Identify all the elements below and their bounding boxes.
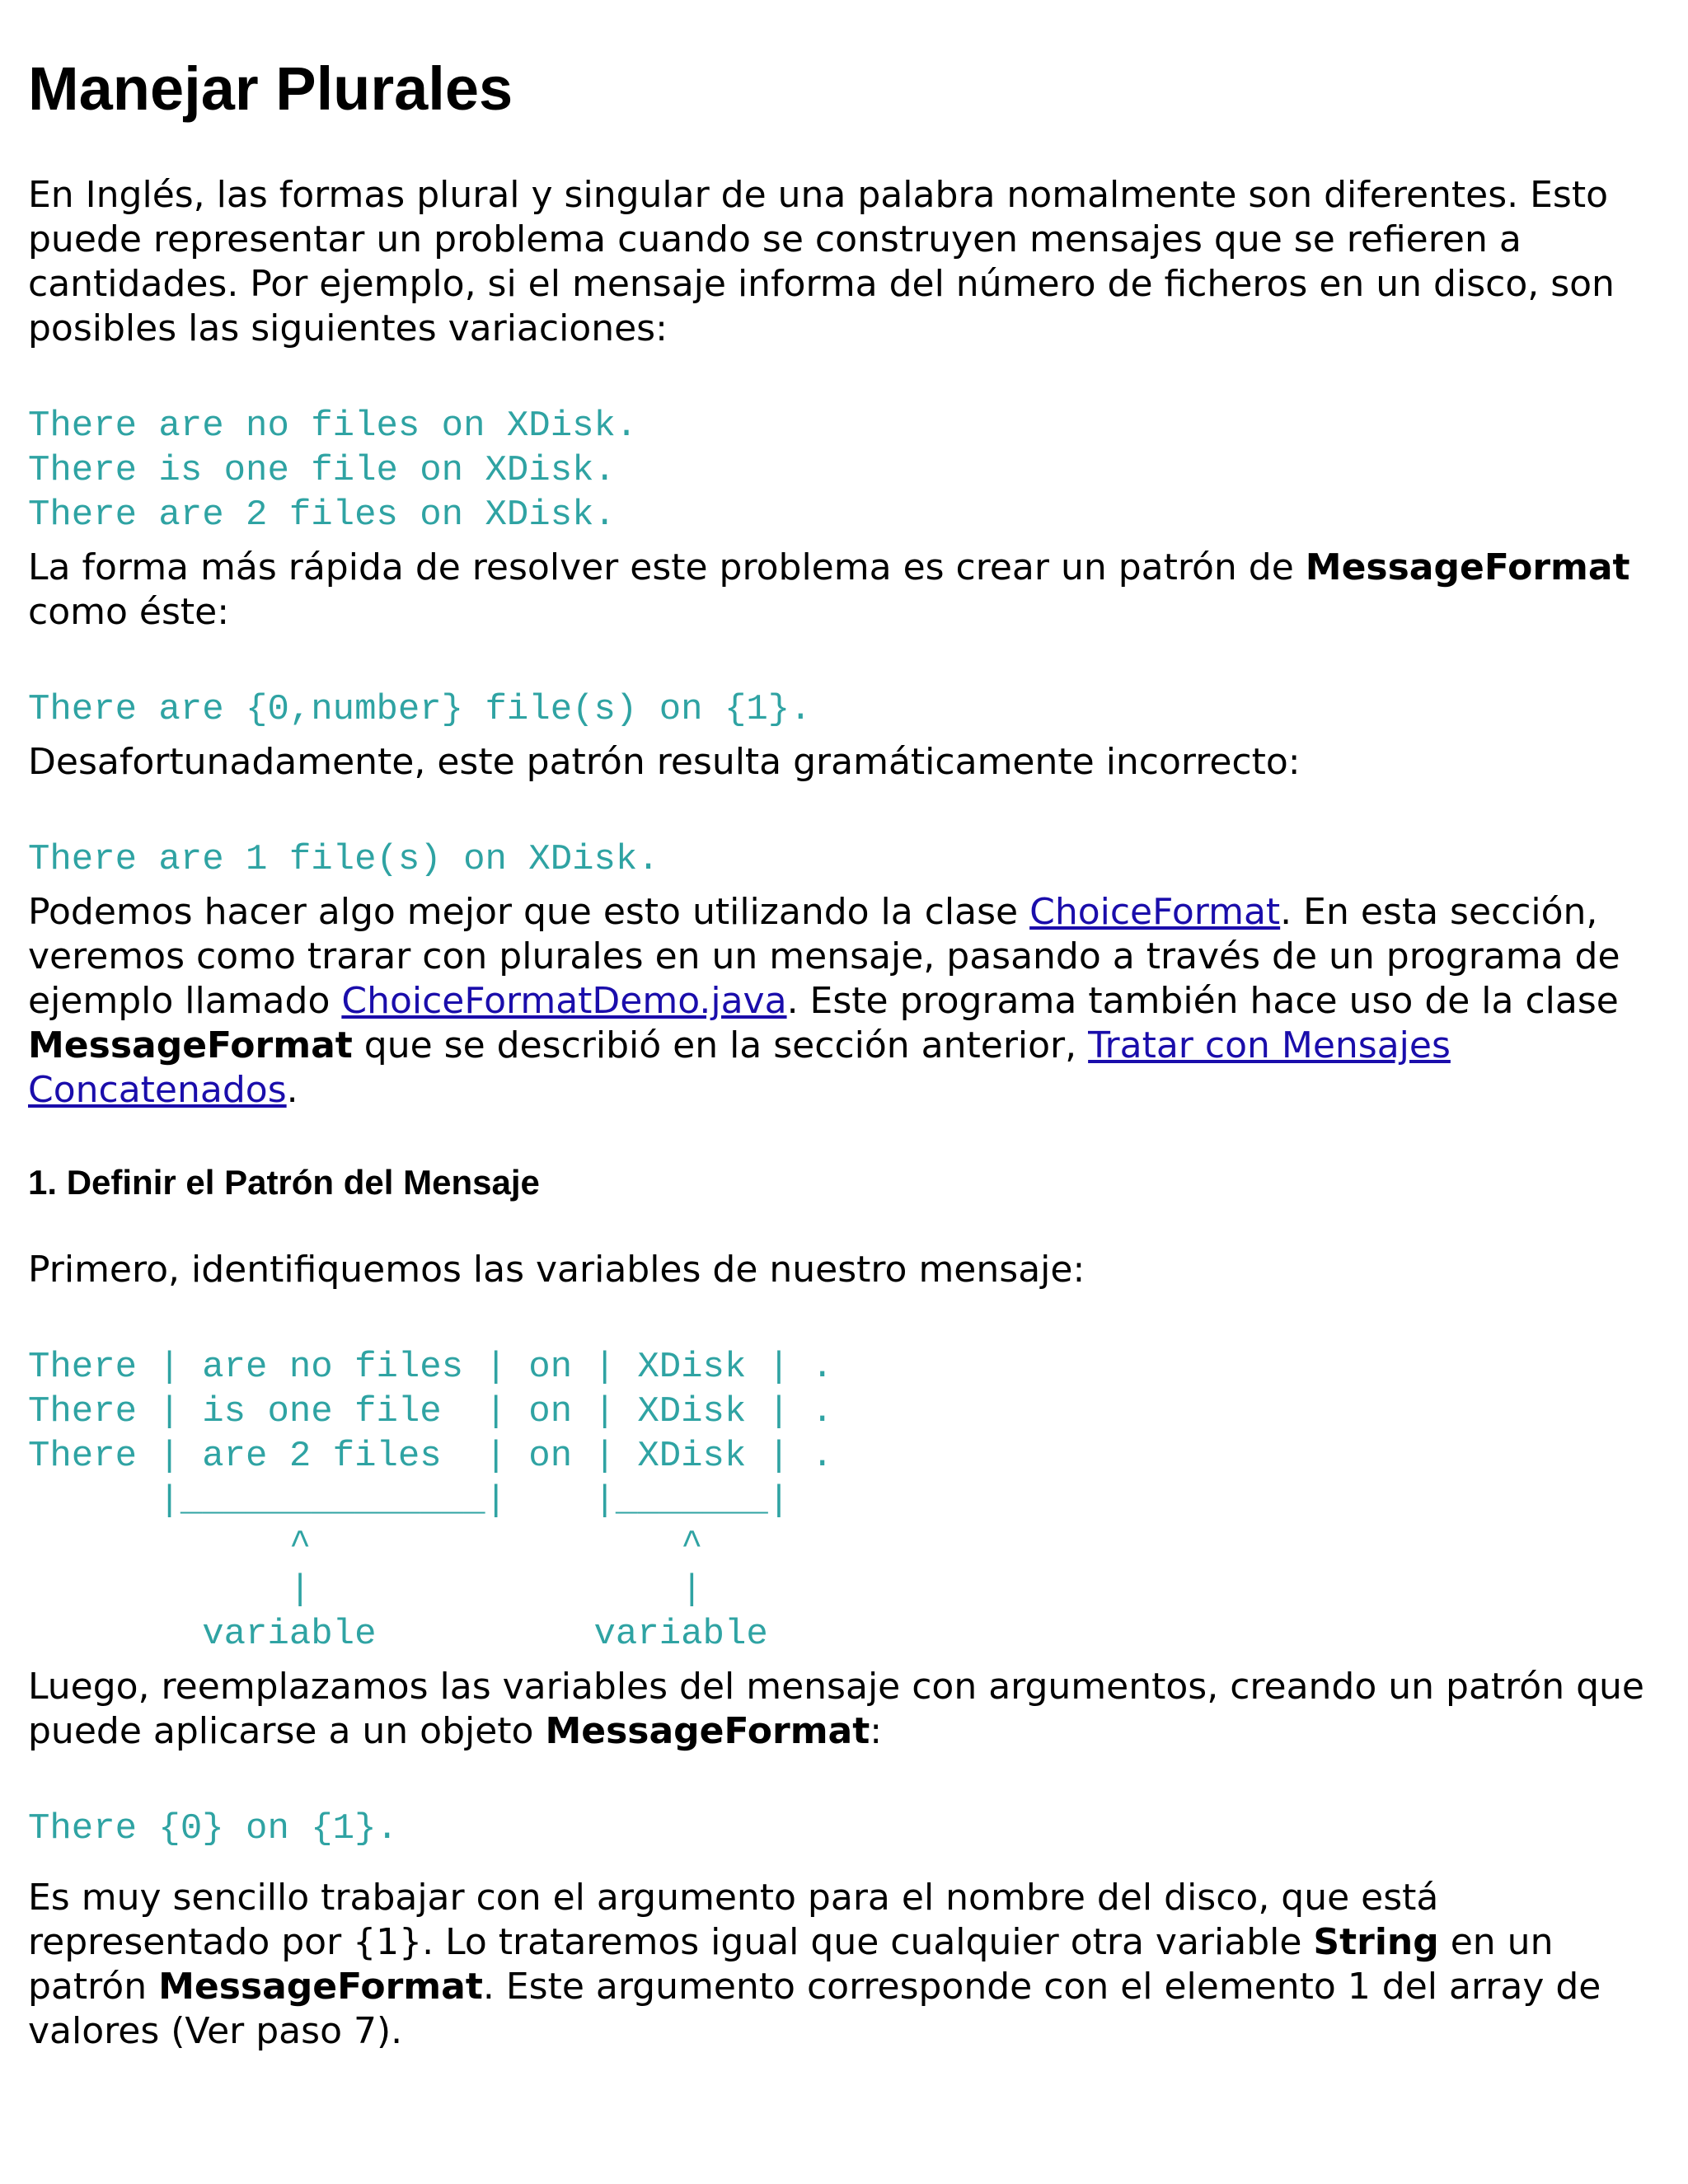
text-span: Es muy sencillo trabajar con el argumento para el nombre del disco, que está representado por {1}. Lo trataremos igual que cualquier otra variable xyxy=(28,1877,1439,1963)
document-page xyxy=(28,0,1668,2054)
concatenated-messages-link[interactable]: Tratar con Mensajes Concatenados xyxy=(28,1024,1451,1111)
replace-paragraph xyxy=(28,1665,1668,1754)
text-span: Podemos hacer algo mejor que esto utilizando la clase xyxy=(28,891,1030,933)
choiceformatdemo-link[interactable]: ChoiceFormatDemo.java xyxy=(341,980,787,1022)
pattern-paragraph xyxy=(28,546,1668,635)
text-span: . Este programa también hace uso de la clase xyxy=(786,980,1619,1022)
identify-paragraph: Primero, identifiquemos las variables de nuestro mensaje: xyxy=(28,1249,1085,1291)
bold-term: MessageFormat xyxy=(1305,546,1630,588)
text-span: como éste: xyxy=(28,591,230,633)
intro-paragraph: En Inglés, las formas plural y singular de una palabra nomalmente son diferentes. Esto puede representar un problema cuando se construyen mensajes que se refieren a cantidades. Por ejemplo, si el mensaje informa del número de ficheros en un disco, son posibles las siguientes variaciones: xyxy=(28,174,1615,349)
text-span: que se describió en la sección anterior, xyxy=(352,1024,1089,1066)
code-block-arguments: There {0} on {1}. xyxy=(28,1808,398,1849)
text-span: . xyxy=(286,1069,298,1111)
code-block-variable-diagram: There | are no files | on | XDisk | . There | is one file | on | XDisk | . There | are 2 files | on | XDisk | . |______________| |_______| ^ ^ | | variable variable xyxy=(28,1347,833,1655)
text-span: : xyxy=(870,1710,883,1752)
page-title: Manejar Plurales xyxy=(28,54,513,123)
incorrect-paragraph: Desafortunadamente, este patrón resulta gramáticamente incorrecto: xyxy=(28,741,1301,783)
bold-term: MessageFormat xyxy=(545,1710,870,1752)
text-span: . En esta sección, veremos como trarar con plurales en un mensaje, pasando a través de un programa de ejemplo llamado xyxy=(28,891,1620,1022)
text-span: en un patrón xyxy=(28,1921,1554,2008)
code-block-pattern: There are {0,number} file(s) on {1}. xyxy=(28,689,812,730)
text-span: . Este argumento corresponde con el elemento 1 del array de valores (Ver paso 7). xyxy=(28,1966,1601,2052)
bold-term: MessageFormat xyxy=(28,1024,353,1066)
choiceformat-paragraph xyxy=(28,890,1668,1113)
code-block-examples: There are no files on XDisk. There is one file on XDisk. There are 2 files on XDisk. xyxy=(28,405,638,536)
bold-term: MessageFormat xyxy=(158,1966,483,2008)
final-paragraph xyxy=(28,1876,1668,2054)
bold-term: String xyxy=(1313,1921,1439,1963)
choiceformat-link[interactable]: ChoiceFormat xyxy=(1029,891,1281,933)
text-span: Luego, reemplazamos las variables del mensaje con argumentos, creando un patrón que puede aplicarse a un objeto xyxy=(28,1666,1644,1752)
text-span: La forma más rápida de resolver este problema es crear un patrón de xyxy=(28,546,1306,588)
section-heading: 1. Definir el Patrón del Mensaje xyxy=(28,1163,540,1202)
code-block-incorrect: There are 1 file(s) on XDisk. xyxy=(28,839,659,880)
